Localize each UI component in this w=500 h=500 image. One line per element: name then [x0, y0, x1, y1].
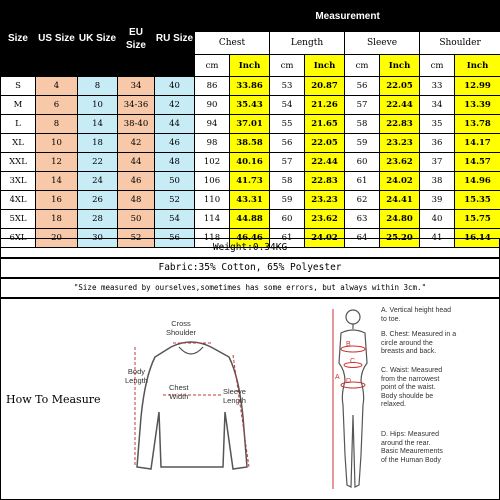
header-measurement: Measurement [195, 1, 500, 32]
cell-ru: 46 [155, 134, 195, 153]
cell-shoulder-cm: 38 [420, 172, 455, 191]
weight-info: Weight:0.34KG [0, 238, 500, 258]
fabric-info: Fabric:35% Cotton, 65% Polyester [0, 258, 500, 278]
cell-shoulder-cm: 35 [420, 115, 455, 134]
how-to-measure-title: How To Measure [6, 393, 101, 406]
cell-sleeve-cm: 64 [345, 229, 380, 248]
cell-chest-in: 41.73 [230, 172, 270, 191]
cell-shoulder-cm: 34 [420, 96, 455, 115]
note-d-hips: D. Hips: Measured around the rear. Basic Meaurements of the Human Body [381, 431, 443, 464]
cell-chest-cm: 110 [195, 191, 230, 210]
cell-chest-cm: 106 [195, 172, 230, 191]
cell-eu: 42 [118, 134, 155, 153]
cell-shoulder-cm: 37 [420, 153, 455, 172]
unit-cm: cm [420, 55, 455, 77]
cell-uk: 24 [78, 172, 118, 191]
unit-inch: Inch [230, 55, 270, 77]
cell-size: 5XL [1, 210, 36, 229]
cell-ru: 40 [155, 77, 195, 96]
group-chest: Chest [195, 32, 270, 55]
cell-length-in: 21.65 [305, 115, 345, 134]
cell-chest-cm: 118 [195, 229, 230, 248]
cell-chest-cm: 90 [195, 96, 230, 115]
cell-length-in: 23.62 [305, 210, 345, 229]
cell-uk: 18 [78, 134, 118, 153]
cell-size: XXL [1, 153, 36, 172]
cell-length-cm: 55 [270, 115, 305, 134]
cell-us: 18 [36, 210, 78, 229]
cell-shoulder-cm: 39 [420, 191, 455, 210]
unit-cm: cm [270, 55, 305, 77]
cell-shoulder-in: 14.96 [455, 172, 500, 191]
marker-d: D [346, 378, 352, 385]
body-length-label: Body Length [125, 367, 148, 385]
cell-length-cm: 54 [270, 96, 305, 115]
cell-length-in: 22.05 [305, 134, 345, 153]
cell-sleeve-cm: 57 [345, 96, 380, 115]
cell-us: 8 [36, 115, 78, 134]
cell-length-in: 22.83 [305, 172, 345, 191]
group-length: Length [270, 32, 345, 55]
sleeve-length-label: Sleeve Length [223, 387, 246, 405]
cell-eu: 34-36 [118, 96, 155, 115]
header-eu-size: EU Size [118, 1, 155, 77]
cell-eu: 34 [118, 77, 155, 96]
note-a-height: A. Vertical height head to toe. [381, 307, 452, 323]
cell-uk: 28 [78, 210, 118, 229]
cell-ru: 56 [155, 229, 195, 248]
marker-c: C [350, 358, 356, 365]
unit-cm: cm [195, 55, 230, 77]
cell-sleeve-in: 24.80 [380, 210, 420, 229]
cell-uk: 10 [78, 96, 118, 115]
cell-sleeve-cm: 62 [345, 191, 380, 210]
table-row [1, 134, 500, 153]
marker-a: A [335, 374, 340, 381]
cell-sleeve-cm: 60 [345, 153, 380, 172]
cell-length-cm: 56 [270, 134, 305, 153]
table-row [1, 210, 500, 229]
unit-inch: Inch [380, 55, 420, 77]
header-size: Size [1, 1, 36, 77]
cell-us: 14 [36, 172, 78, 191]
cell-shoulder-in: 13.78 [455, 115, 500, 134]
cell-size: L [1, 115, 36, 134]
cell-chest-cm: 102 [195, 153, 230, 172]
cell-length-cm: 60 [270, 210, 305, 229]
cell-shoulder-in: 12.99 [455, 77, 500, 96]
cell-shoulder-cm: 36 [420, 134, 455, 153]
cell-sleeve-cm: 63 [345, 210, 380, 229]
cell-ru: 50 [155, 172, 195, 191]
cell-length-in: 23.23 [305, 191, 345, 210]
cell-uk: 8 [78, 77, 118, 96]
cell-us: 12 [36, 153, 78, 172]
group-sleeve: Sleeve [345, 32, 420, 55]
cell-eu: 48 [118, 191, 155, 210]
cell-chest-in: 33.86 [230, 77, 270, 96]
cell-shoulder-in: 16.14 [455, 229, 500, 248]
cell-shoulder-in: 14.17 [455, 134, 500, 153]
cell-sleeve-in: 22.44 [380, 96, 420, 115]
cell-ru: 44 [155, 115, 195, 134]
cell-length-in: 21.26 [305, 96, 345, 115]
cell-sleeve-in: 23.23 [380, 134, 420, 153]
cell-shoulder-cm: 40 [420, 210, 455, 229]
cell-size: M [1, 96, 36, 115]
cell-size: XL [1, 134, 36, 153]
cell-shoulder-in: 15.75 [455, 210, 500, 229]
cell-size: 6XL [1, 229, 36, 248]
cell-chest-in: 38.58 [230, 134, 270, 153]
cell-sleeve-cm: 59 [345, 134, 380, 153]
cell-sleeve-in: 25.20 [380, 229, 420, 248]
cell-us: 10 [36, 134, 78, 153]
cell-sleeve-in: 24.02 [380, 172, 420, 191]
cell-shoulder-in: 14.57 [455, 153, 500, 172]
cell-chest-in: 44.88 [230, 210, 270, 229]
how-to-measure-panel [0, 298, 500, 500]
note-b-chest: B. Chest: Measured in a circle around the breasts and back. [381, 331, 457, 355]
cell-us: 20 [36, 229, 78, 248]
cell-ru: 54 [155, 210, 195, 229]
cell-ru: 48 [155, 153, 195, 172]
table-row [1, 115, 500, 134]
cell-length-in: 24.02 [305, 229, 345, 248]
cell-shoulder-cm: 41 [420, 229, 455, 248]
body-figure-illustration [331, 305, 376, 495]
cell-sleeve-in: 22.83 [380, 115, 420, 134]
cell-eu: 38-40 [118, 115, 155, 134]
cell-shoulder-in: 13.39 [455, 96, 500, 115]
cell-us: 4 [36, 77, 78, 96]
cell-eu: 50 [118, 210, 155, 229]
cell-uk: 30 [78, 229, 118, 248]
cell-chest-in: 43.31 [230, 191, 270, 210]
cell-length-cm: 59 [270, 191, 305, 210]
note-c-waist: C. Waist: Measured from the narrowest point of the waist. Body shoulde be relaxed. [381, 367, 443, 408]
table-row [1, 153, 500, 172]
table-row [1, 191, 500, 210]
cell-sleeve-cm: 61 [345, 172, 380, 191]
cell-eu: 44 [118, 153, 155, 172]
cross-shoulder-label: Cross Shoulder [166, 319, 197, 337]
unit-inch: Inch [305, 55, 345, 77]
cell-length-cm: 57 [270, 153, 305, 172]
measurement-note: "Size measured by ourselves,sometimes has some errors, but always within 3cm." [0, 278, 500, 298]
header-ru-size: RU Size [155, 1, 195, 77]
cell-length-cm: 53 [270, 77, 305, 96]
unit-inch: Inch [455, 55, 500, 77]
size-chart-table [0, 0, 500, 248]
cell-chest-in: 40.16 [230, 153, 270, 172]
table-row [1, 172, 500, 191]
cell-chest-cm: 98 [195, 134, 230, 153]
table-row [1, 96, 500, 115]
cell-size: 4XL [1, 191, 36, 210]
cell-length-cm: 58 [270, 172, 305, 191]
unit-cm: cm [345, 55, 380, 77]
cell-uk: 14 [78, 115, 118, 134]
cell-length-in: 22.44 [305, 153, 345, 172]
cell-chest-cm: 94 [195, 115, 230, 134]
cell-length-cm: 61 [270, 229, 305, 248]
header-us-size: US Size [36, 1, 78, 77]
group-shoulder: Shoulder [420, 32, 500, 55]
cell-us: 6 [36, 96, 78, 115]
marker-b: B [346, 341, 351, 348]
cell-eu: 52 [118, 229, 155, 248]
cell-sleeve-cm: 56 [345, 77, 380, 96]
header-uk-size: UK Size [78, 1, 118, 77]
table-row [1, 77, 500, 96]
cell-sleeve-in: 22.05 [380, 77, 420, 96]
cell-us: 16 [36, 191, 78, 210]
cell-uk: 22 [78, 153, 118, 172]
cell-chest-cm: 86 [195, 77, 230, 96]
cell-sleeve-cm: 58 [345, 115, 380, 134]
cell-size: 3XL [1, 172, 36, 191]
cell-sleeve-in: 24.41 [380, 191, 420, 210]
cell-shoulder-cm: 33 [420, 77, 455, 96]
cell-shoulder-in: 15.35 [455, 191, 500, 210]
cell-chest-in: 35.43 [230, 96, 270, 115]
cell-chest-in: 46.46 [230, 229, 270, 248]
cell-uk: 26 [78, 191, 118, 210]
cell-ru: 42 [155, 96, 195, 115]
cell-sleeve-in: 23.62 [380, 153, 420, 172]
cell-eu: 46 [118, 172, 155, 191]
cell-chest-in: 37.01 [230, 115, 270, 134]
cell-length-in: 20.87 [305, 77, 345, 96]
chest-width-label: Chest Width [169, 383, 189, 401]
cell-size: S [1, 77, 36, 96]
cell-ru: 52 [155, 191, 195, 210]
cell-chest-cm: 114 [195, 210, 230, 229]
